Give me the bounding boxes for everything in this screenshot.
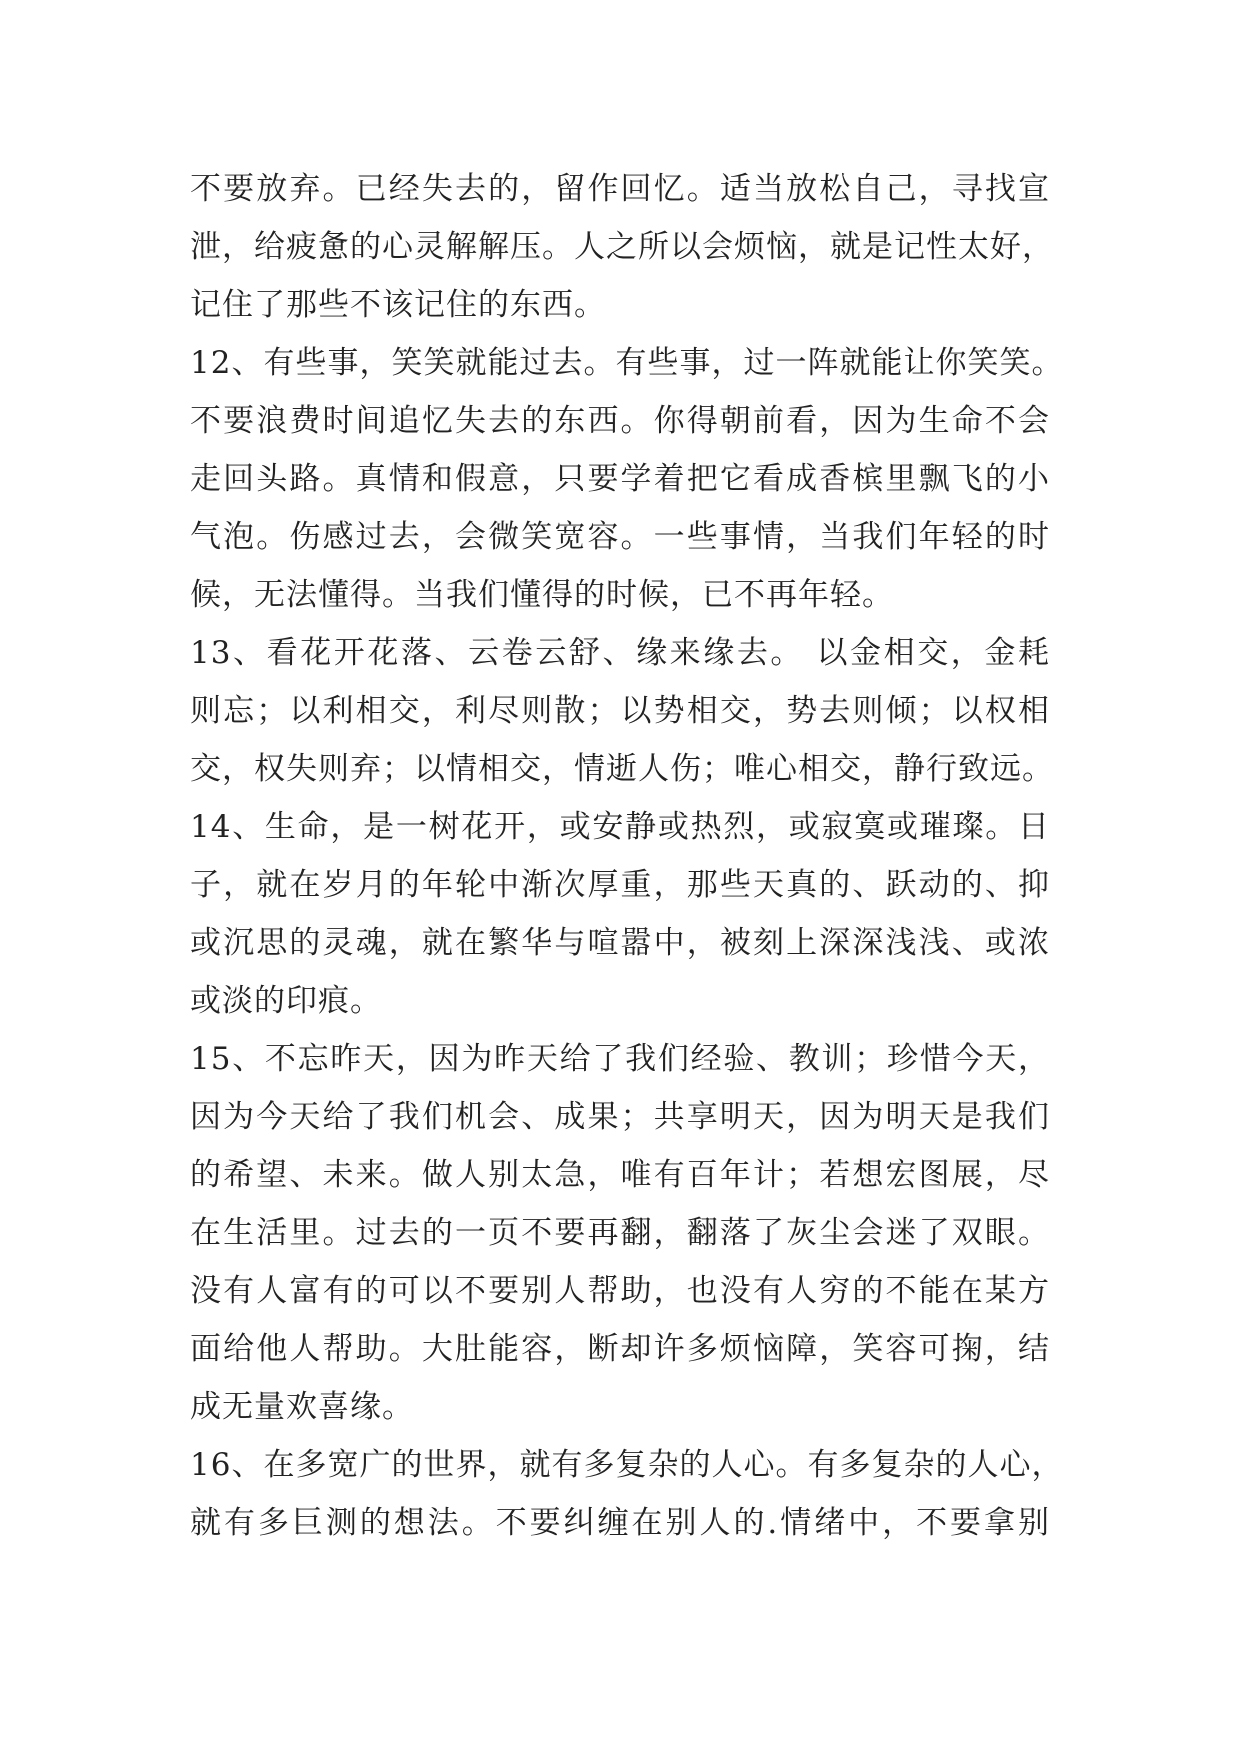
body-text: [190, 160, 1064, 1552]
text-line: 成无量欢喜缘。: [190, 1389, 414, 1425]
text-line: 15、不忘昨天，因为昨天给了我们经验、教训；珍惜今天，: [190, 1041, 1050, 1077]
text-line: 12、有些事，笑笑就能过去。有些事，过一阵就能让你笑笑。: [190, 345, 1064, 381]
text-line: 记住了那些不该记住的东西。: [190, 287, 606, 323]
text-line: 子，就在岁月的年轮中渐次厚重，那些天真的、跃动的、抑: [190, 867, 1050, 903]
text-line: 走回头路。真情和假意，只要学着把它看成香槟里飘飞的小: [190, 461, 1050, 497]
text-line: 就有多巨测的想法。不要纠缠在别人的.情绪中，不要拿别: [190, 1505, 1050, 1541]
text-line: 气泡。伤感过去，会微笑宽容。一些事情，当我们年轻的时: [190, 519, 1050, 555]
text-line: 16、在多宽广的世界，就有多复杂的人心。有多复杂的人心，: [190, 1447, 1064, 1483]
text-line: 在生活里。过去的一页不要再翻，翻落了灰尘会迷了双眼。: [190, 1215, 1050, 1251]
text-line: 泄，给疲惫的心灵解解压。人之所以会烦恼，就是记性太好，: [190, 229, 1054, 265]
text-line: 或沉思的灵魂，就在繁华与喧嚣中，被刻上深深浅浅、或浓: [190, 925, 1050, 961]
text-line: 面给他人帮助。大肚能容，断却许多烦恼障，笑容可掬，结: [190, 1331, 1050, 1367]
text-line: 不要放弃。已经失去的，留作回忆。适当放松自己，寻找宣: [190, 171, 1050, 207]
text-line: 没有人富有的可以不要别人帮助，也没有人穷的不能在某方: [190, 1273, 1050, 1309]
text-line: 的希望、未来。做人别太急，唯有百年计；若想宏图展，尽: [190, 1157, 1050, 1193]
text-line: 则忘；以利相交，利尽则散；以势相交，势去则倾；以权相: [190, 693, 1050, 729]
text-line: 交，权失则弃；以情相交，情逝人伤；唯心相交，静行致远。: [190, 751, 1054, 787]
text-line: 或淡的印痕。: [190, 983, 382, 1019]
text-line: 14、生命，是一树花开，或安静或热烈，或寂寞或璀璨。日: [190, 809, 1050, 845]
text-line: 候，无法懂得。当我们懂得的时候，已不再年轻。: [190, 577, 894, 613]
text-line: 不要浪费时间追忆失去的东西。你得朝前看，因为生命不会: [190, 403, 1050, 439]
text-line: 因为今天给了我们机会、成果；共享明天，因为明天是我们: [190, 1099, 1050, 1135]
text-line: 13、看花开花落、云卷云舒、缘来缘去。 以金相交，金耗: [190, 635, 1050, 671]
